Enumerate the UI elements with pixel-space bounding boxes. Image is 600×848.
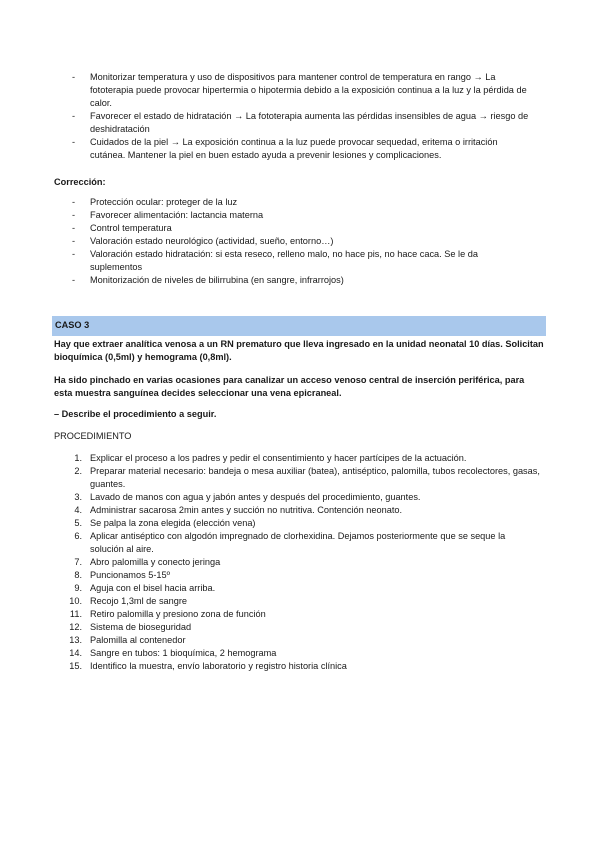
step-text: Sistema de bioseguridad: [90, 622, 192, 632]
list-item: 7. Abro palomilla y conecto jeringa: [74, 557, 221, 567]
list-item: - Cuidados de la piel → La exposición continua a la luz puede provocar sequedad, eritema o irritación cutánea. Mantener la piel en buen estado ayuda a prevenir lesiones y complicaciones.: [72, 136, 532, 162]
list-item: - Protección ocular: proteger de la luz: [72, 196, 532, 209]
list-item: 4. Administrar sacarosa 2min antes y succión no nutritiva. Contención neonato.: [74, 505, 403, 515]
caso-question: – Describe el procedimiento a seguir.: [54, 409, 217, 419]
step-text: Puncionamos 5-15º: [90, 570, 170, 580]
step-text: Administrar sacarosa 2min antes y succión no nutritiva. Contención neonato.: [90, 505, 403, 515]
list-item: 8. Puncionamos 5-15º: [74, 570, 170, 580]
caso-context: Ha sido pinchado en varias ocasiones para canalizar un acceso venoso central de inserción periférica, para esta muestra sanguínea decides seleccionar una vena epicraneal.: [54, 375, 525, 398]
list-item: - Monitorización de niveles de bilirrubina (en sangre, infrarrojos): [72, 274, 532, 287]
caso-header-bar: [52, 316, 546, 336]
list-item: 13. Palomilla al contenedor: [69, 635, 186, 645]
list-item: 14. Sangre en tubos: 1 bioquímica, 2 hemograma: [69, 648, 277, 658]
step-text: Lavado de manos con agua y jabón antes y después del procedimiento, guantes.: [90, 492, 421, 502]
step-text: Identifico la muestra, envío laboratorio y registro historia clínica: [90, 661, 347, 671]
step-text: Palomilla al contenedor: [90, 635, 186, 645]
list-item: - Favorecer el estado de hidratación → La fototerapia aumenta las pérdidas insensibles de agua → riesgo de deshidratación: [72, 110, 532, 136]
correccion-heading: Corrección:: [54, 177, 106, 187]
list-item: 9. Aguja con el bisel hacia arriba.: [74, 583, 216, 593]
correccion-list: [72, 196, 532, 287]
list-item: 15. Identifico la muestra, envío laboratorio y registro historia clínica: [69, 661, 347, 671]
list-item: - Control temperatura: [72, 222, 532, 235]
caso-statement: Hay que extraer analítica venosa a un RN prematuro que lleva ingresado en la unidad neonatal 10 días. Solicitan bioquímica (0,5ml) y hemograma (0,8ml).: [54, 339, 544, 362]
list-item: 10. Recojo 1,3ml de sangre: [69, 596, 188, 606]
list-item: 6. Aplicar antiséptico con algodón impregnado de clorhexidina. Dejamos posteriormente que se seque la solución al aire.: [74, 531, 506, 554]
step-text: Aguja con el bisel hacia arriba.: [90, 583, 216, 593]
step-text: Explicar el proceso a los padres y pedir el consentimiento y hacer partícipes de la actuación.: [90, 453, 467, 463]
caso-title: CASO 3: [55, 320, 90, 330]
list-item: 12. Sistema de bioseguridad: [69, 622, 192, 632]
list-item: 5. Se palpa la zona elegida (elección vena): [74, 518, 256, 528]
list-item: 2. Preparar material necesario: bandeja o mesa auxiliar (batea), antiséptico, palomilla, tubos recolectores, gasas, guantes.: [74, 466, 540, 489]
step-text: Recojo 1,3ml de sangre: [90, 596, 188, 606]
list-item: - Valoración estado neurológico (actividad, sueño, entorno…): [72, 235, 532, 248]
step-text: Aplicar antiséptico con algodón impregnado de clorhexidina. Dejamos posteriormente que se seque la solución al aire.: [90, 531, 506, 554]
step-text: Preparar material necesario: bandeja o mesa auxiliar (batea), antiséptico, palomilla, tubos recolectores, gasas, guantes.: [90, 466, 540, 489]
step-text: Retiro palomilla y presiono zona de función: [90, 609, 266, 619]
list-item: - Favorecer alimentación: lactancia materna: [72, 209, 532, 222]
list-item: - Valoración estado hidratación: si esta reseco, relleno malo, no hace pis, no hace caca. Se le da suplementos: [72, 248, 532, 274]
list-item: 1. Explicar el proceso a los padres y pedir el consentimiento y hacer partícipes de la actuación.: [74, 453, 467, 463]
list-item: 3. Lavado de manos con agua y jabón antes y después del procedimiento, guantes.: [74, 492, 421, 502]
care-list: [72, 71, 532, 162]
step-text: Abro palomilla y conecto jeringa: [90, 557, 221, 567]
list-item: - Monitorizar temperatura y uso de dispositivos para mantener control de temperatura en rango → La fototerapia puede provocar hipertermia o hipotermia debido a la exposición continua a la luz y la pérdida de calor.: [72, 71, 532, 110]
step-text: Se palpa la zona elegida (elección vena): [90, 518, 256, 528]
procedimiento-list: [60, 452, 540, 673]
step-text: Sangre en tubos: 1 bioquímica, 2 hemograma: [90, 648, 277, 658]
procedimiento-heading: PROCEDIMIENTO: [54, 431, 132, 441]
list-item: 11. Retiro palomilla y presiono zona de función: [69, 609, 266, 619]
